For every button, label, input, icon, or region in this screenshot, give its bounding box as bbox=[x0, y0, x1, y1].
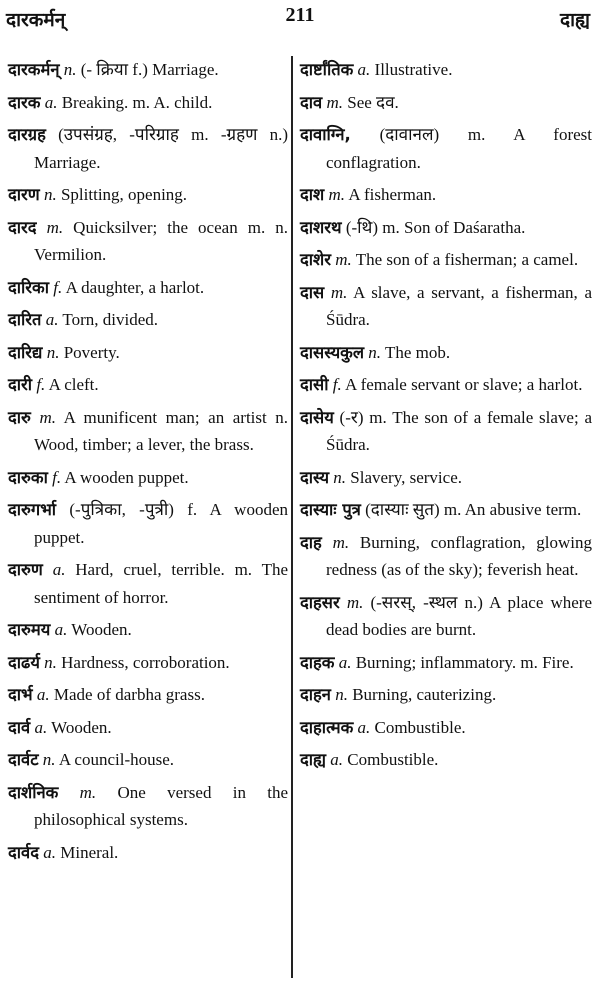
definition: Combustible. bbox=[347, 750, 439, 769]
dictionary-entry bbox=[300, 464, 592, 492]
definition: The son of a fisherman; a camel. bbox=[355, 250, 579, 269]
headword: दाहक bbox=[300, 652, 335, 672]
dictionary-entry bbox=[8, 306, 288, 334]
grammar-label: f. bbox=[52, 467, 62, 487]
grammar-label: m. bbox=[335, 250, 352, 269]
page-number: 211 bbox=[285, 4, 315, 26]
grammar-label: f. bbox=[53, 277, 63, 297]
headword: दारी bbox=[8, 375, 33, 394]
dictionary-entry bbox=[300, 214, 592, 242]
dictionary-entry bbox=[8, 681, 288, 709]
definition: (-र) m. The son of a female slave; a Śūdra. bbox=[326, 407, 593, 454]
definition: Hard, cruel, terrible. m. The sentiment of horror. bbox=[34, 560, 289, 607]
grammar-label: a. bbox=[36, 685, 50, 704]
headword: दाव bbox=[300, 92, 323, 112]
headword: दार्व bbox=[8, 717, 31, 737]
definition: (-सरस्, -स्थल n.) A place where dead bodies are burnt. bbox=[326, 592, 592, 639]
dictionary-entry bbox=[8, 121, 288, 176]
dictionary-entry bbox=[8, 56, 288, 84]
grammar-label: a. bbox=[34, 717, 48, 737]
definition: (-थि) m. Son of Daśaratha. bbox=[345, 217, 526, 237]
grammar-label: n. bbox=[42, 750, 56, 769]
dictionary-entry bbox=[8, 339, 288, 367]
headword: दारुगर्भा bbox=[8, 500, 57, 519]
grammar-label: a. bbox=[357, 717, 371, 737]
dictionary-entry bbox=[8, 214, 288, 269]
definition: Wooden. bbox=[51, 717, 112, 737]
definition: A council-house. bbox=[58, 750, 175, 769]
definition: Hardness, corroboration. bbox=[61, 652, 230, 672]
dictionary-entry bbox=[300, 404, 592, 459]
definition: Poverty. bbox=[63, 342, 120, 362]
dictionary-entry bbox=[8, 556, 288, 611]
grammar-label: a. bbox=[44, 92, 58, 112]
left-column bbox=[8, 56, 288, 871]
definition: A fisherman. bbox=[348, 185, 437, 204]
dictionary-entry bbox=[8, 649, 288, 677]
dictionary-columns bbox=[0, 56, 600, 981]
dictionary-entry bbox=[300, 529, 592, 584]
grammar-label: n. bbox=[63, 60, 77, 79]
grammar-label: n. bbox=[46, 342, 60, 362]
headword: दारक bbox=[8, 92, 41, 112]
dictionary-entry bbox=[300, 181, 592, 209]
dictionary-entry bbox=[300, 589, 592, 644]
left-guide-word: दारकर्मन् bbox=[6, 9, 66, 31]
dictionary-entry bbox=[300, 121, 592, 176]
headword: दारिका bbox=[8, 277, 50, 297]
headword: दारुका bbox=[8, 467, 48, 487]
grammar-label: m. bbox=[328, 185, 346, 204]
definition: Mineral. bbox=[60, 842, 119, 862]
grammar-label: n. bbox=[368, 342, 382, 362]
column-divider bbox=[291, 56, 293, 978]
definition: Burning; inflammatory. m. Fire. bbox=[355, 652, 574, 672]
dictionary-entry bbox=[300, 649, 592, 677]
grammar-label: m. bbox=[330, 282, 348, 302]
headword: दाशरथ bbox=[300, 217, 342, 237]
headword: दारुण bbox=[8, 560, 43, 579]
definition: (-पुत्रिका, -पुत्री) f. A wooden puppet. bbox=[34, 500, 289, 547]
definition: A female servant or slave; a harlot. bbox=[345, 375, 583, 394]
dictionary-entry bbox=[8, 839, 288, 867]
grammar-label: a. bbox=[338, 652, 352, 672]
definition: A slave, a servant, a fisherman, a Śūdra. bbox=[326, 282, 592, 329]
headword: दारुमय bbox=[8, 620, 51, 639]
dictionary-entry bbox=[300, 89, 592, 117]
headword: दारु bbox=[8, 407, 31, 427]
headword: दास bbox=[300, 282, 325, 302]
definition: Made of darbha grass. bbox=[53, 685, 205, 704]
dictionary-entry bbox=[8, 714, 288, 742]
dictionary-entry bbox=[8, 274, 288, 302]
dictionary-entry bbox=[8, 746, 288, 774]
definition: Splitting, opening. bbox=[60, 185, 188, 204]
dictionary-entry bbox=[8, 89, 288, 117]
grammar-label: n. bbox=[43, 185, 57, 204]
dictionary-entry bbox=[300, 339, 592, 367]
grammar-label: n. bbox=[44, 652, 57, 672]
headword: दासस्यकुल bbox=[300, 342, 365, 362]
grammar-label: a. bbox=[330, 750, 344, 769]
headword: दारग्रह bbox=[8, 125, 46, 144]
grammar-label: f. bbox=[332, 375, 342, 394]
definition: Slavery, service. bbox=[350, 467, 462, 487]
headword: दाह्य bbox=[300, 750, 327, 769]
headword: दाहात्मक bbox=[300, 717, 354, 737]
headword: दाशेर bbox=[300, 250, 332, 269]
definition: A wooden puppet. bbox=[64, 467, 189, 487]
definition: Breaking. m. A. child. bbox=[61, 92, 213, 112]
headword: दास्याः पुत्र bbox=[300, 500, 361, 519]
headword: दारकर्मन् bbox=[8, 60, 60, 79]
definition: The mob. bbox=[385, 342, 451, 362]
grammar-label: m. bbox=[39, 407, 56, 427]
dictionary-entry bbox=[300, 681, 592, 709]
headword: दार्वद bbox=[8, 842, 39, 862]
definition: Burning, conflagration, glowing redness (as of the sky); feverish heat. bbox=[326, 532, 593, 579]
definition: A munificent man; an artist n. Wood, timber; a lever, the brass. bbox=[34, 407, 289, 454]
headword: दास्य bbox=[300, 467, 330, 487]
dictionary-entry bbox=[8, 616, 288, 644]
dictionary-entry bbox=[300, 56, 592, 84]
grammar-label: f. bbox=[36, 375, 46, 394]
grammar-label: a. bbox=[43, 842, 56, 862]
page-header bbox=[0, 4, 600, 34]
dictionary-entry bbox=[8, 371, 288, 399]
headword: दार्शनिक bbox=[8, 782, 59, 802]
definition: (दावानल) m. A forest conflagration. bbox=[326, 125, 593, 172]
grammar-label: m. bbox=[326, 92, 343, 112]
headword: दाढर्य bbox=[8, 652, 40, 672]
definition: A cleft. bbox=[48, 375, 99, 394]
grammar-label: n. bbox=[335, 685, 348, 704]
dictionary-entry bbox=[300, 279, 592, 334]
headword: दारद bbox=[8, 217, 37, 237]
grammar-label: m. bbox=[79, 782, 97, 802]
definition: A daughter, a harlot. bbox=[65, 277, 205, 297]
grammar-label: m. bbox=[332, 532, 350, 552]
headword: दारण bbox=[8, 185, 40, 204]
dictionary-entry bbox=[300, 246, 592, 274]
dictionary-entry bbox=[8, 404, 288, 459]
definition: Combustible. bbox=[374, 717, 466, 737]
headword: दारिद्य bbox=[8, 342, 43, 362]
definition: One versed in the philosophical systems. bbox=[34, 782, 289, 829]
right-guide-word: दाह्य bbox=[560, 9, 590, 31]
headword: दाहसर bbox=[300, 592, 340, 612]
definition: Wooden. bbox=[71, 620, 132, 639]
dictionary-entry bbox=[300, 714, 592, 742]
grammar-label: a. bbox=[45, 310, 59, 329]
definition: (दास्याः सुत) m. An abusive term. bbox=[365, 500, 582, 519]
grammar-label: m. bbox=[46, 217, 64, 237]
dictionary-entry bbox=[300, 746, 592, 774]
headword: दासेय bbox=[300, 407, 334, 427]
right-column bbox=[300, 56, 592, 779]
headword: दार्ष्टांतिक bbox=[300, 60, 354, 79]
grammar-label: a. bbox=[52, 560, 66, 579]
headword: दाश bbox=[300, 185, 325, 204]
definition: Quicksilver; the ocean m. n. Vermilion. bbox=[34, 217, 289, 264]
definition: (उपसंग्रह, -परिग्राह m. -ग्रहण n.) Marriage. bbox=[34, 125, 288, 172]
definition: Burning, cauterizing. bbox=[352, 685, 497, 704]
definition: Torn, divided. bbox=[62, 310, 159, 329]
definition: See दव. bbox=[347, 92, 399, 112]
dictionary-entry bbox=[8, 779, 288, 834]
headword: दासी bbox=[300, 375, 329, 394]
headword: दाहन bbox=[300, 685, 331, 704]
grammar-label: m. bbox=[346, 592, 364, 612]
dictionary-entry bbox=[300, 496, 592, 524]
headword: दावाग्नि, bbox=[300, 125, 351, 144]
headword: दार्वट bbox=[8, 750, 39, 769]
dictionary-entry bbox=[8, 464, 288, 492]
headword: दाह bbox=[300, 532, 322, 552]
grammar-label: a. bbox=[357, 60, 371, 79]
dictionary-entry bbox=[8, 181, 288, 209]
grammar-label: a. bbox=[54, 620, 68, 639]
grammar-label: n. bbox=[333, 467, 347, 487]
definition: Illustrative. bbox=[374, 60, 453, 79]
headword: दार्भ bbox=[8, 685, 33, 704]
dictionary-entry bbox=[8, 496, 288, 551]
definition: (- क्रिया f.) Marriage. bbox=[80, 60, 219, 79]
headword: दारित bbox=[8, 310, 42, 329]
dictionary-entry bbox=[300, 371, 592, 399]
